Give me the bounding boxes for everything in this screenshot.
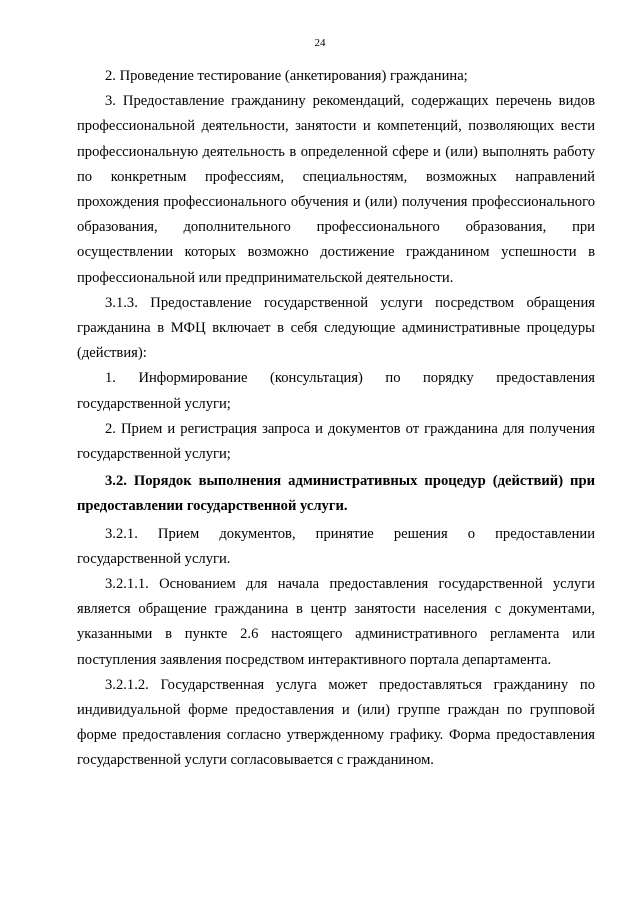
document-body	[77, 64, 595, 774]
paragraph-basis: 3.2.1.1. Основанием для начала предоставления государственной услуги является обращение гражданина в центр занятости населения с документами, указанными в пункте 2.6 настоящего административного регламента или поступления заявления посредством интерактивного портала департамента.	[77, 576, 595, 668]
paragraph-recommendations: 3. Предоставление гражданину рекомендаций, содержащих перечень видов профессиональной деятельности, занятости и компетенций, позволяющих вести профессиональную деятельность в определенной сфере и (или) выполнять работу по конкретным профессиям, специальностям, возможных направлений прохождения профессионального обучения и (или) получения профессионального образования, дополнительного профессионального образования, при осуществлении которых возможно достижение гражданином успешности в профессиональной или предпринимательской деятельности.	[77, 93, 595, 286]
paragraph-service-form: 3.2.1.2. Государственная услуга может предоставляться гражданину по индивидуальной форме предоставления и (или) группе граждан по групповой форме предоставления согласно утвержденному графику. Форма предоставления государственной услуги согласовывается с гражданином.	[77, 676, 595, 769]
paragraph-registration: 2. Прием и регистрация запроса и документов от гражданина для получения государственной услуги;	[77, 420, 595, 463]
paragraph-mfc-procedures: 3.1.3. Предоставление государственной услуги посредством обращения гражданина в МФЦ включает в себя следующие административные процедуры (действия):	[77, 294, 595, 362]
page-number: 24	[314, 37, 326, 49]
paragraph-document-acceptance: 3.2.1. Прием документов, принятие решения о предоставлении государственной услуги.	[77, 525, 595, 567]
section-heading: 3.2. Порядок выполнения административных процедур (действий) при предоставлении государственной услуги.	[77, 473, 595, 515]
paragraph-informing: 1. Информирование (консультация) по порядку предоставления государственной услуги;	[77, 370, 595, 412]
paragraph-testing: 2. Проведение тестирование (анкетирования) гражданина;	[105, 68, 468, 84]
